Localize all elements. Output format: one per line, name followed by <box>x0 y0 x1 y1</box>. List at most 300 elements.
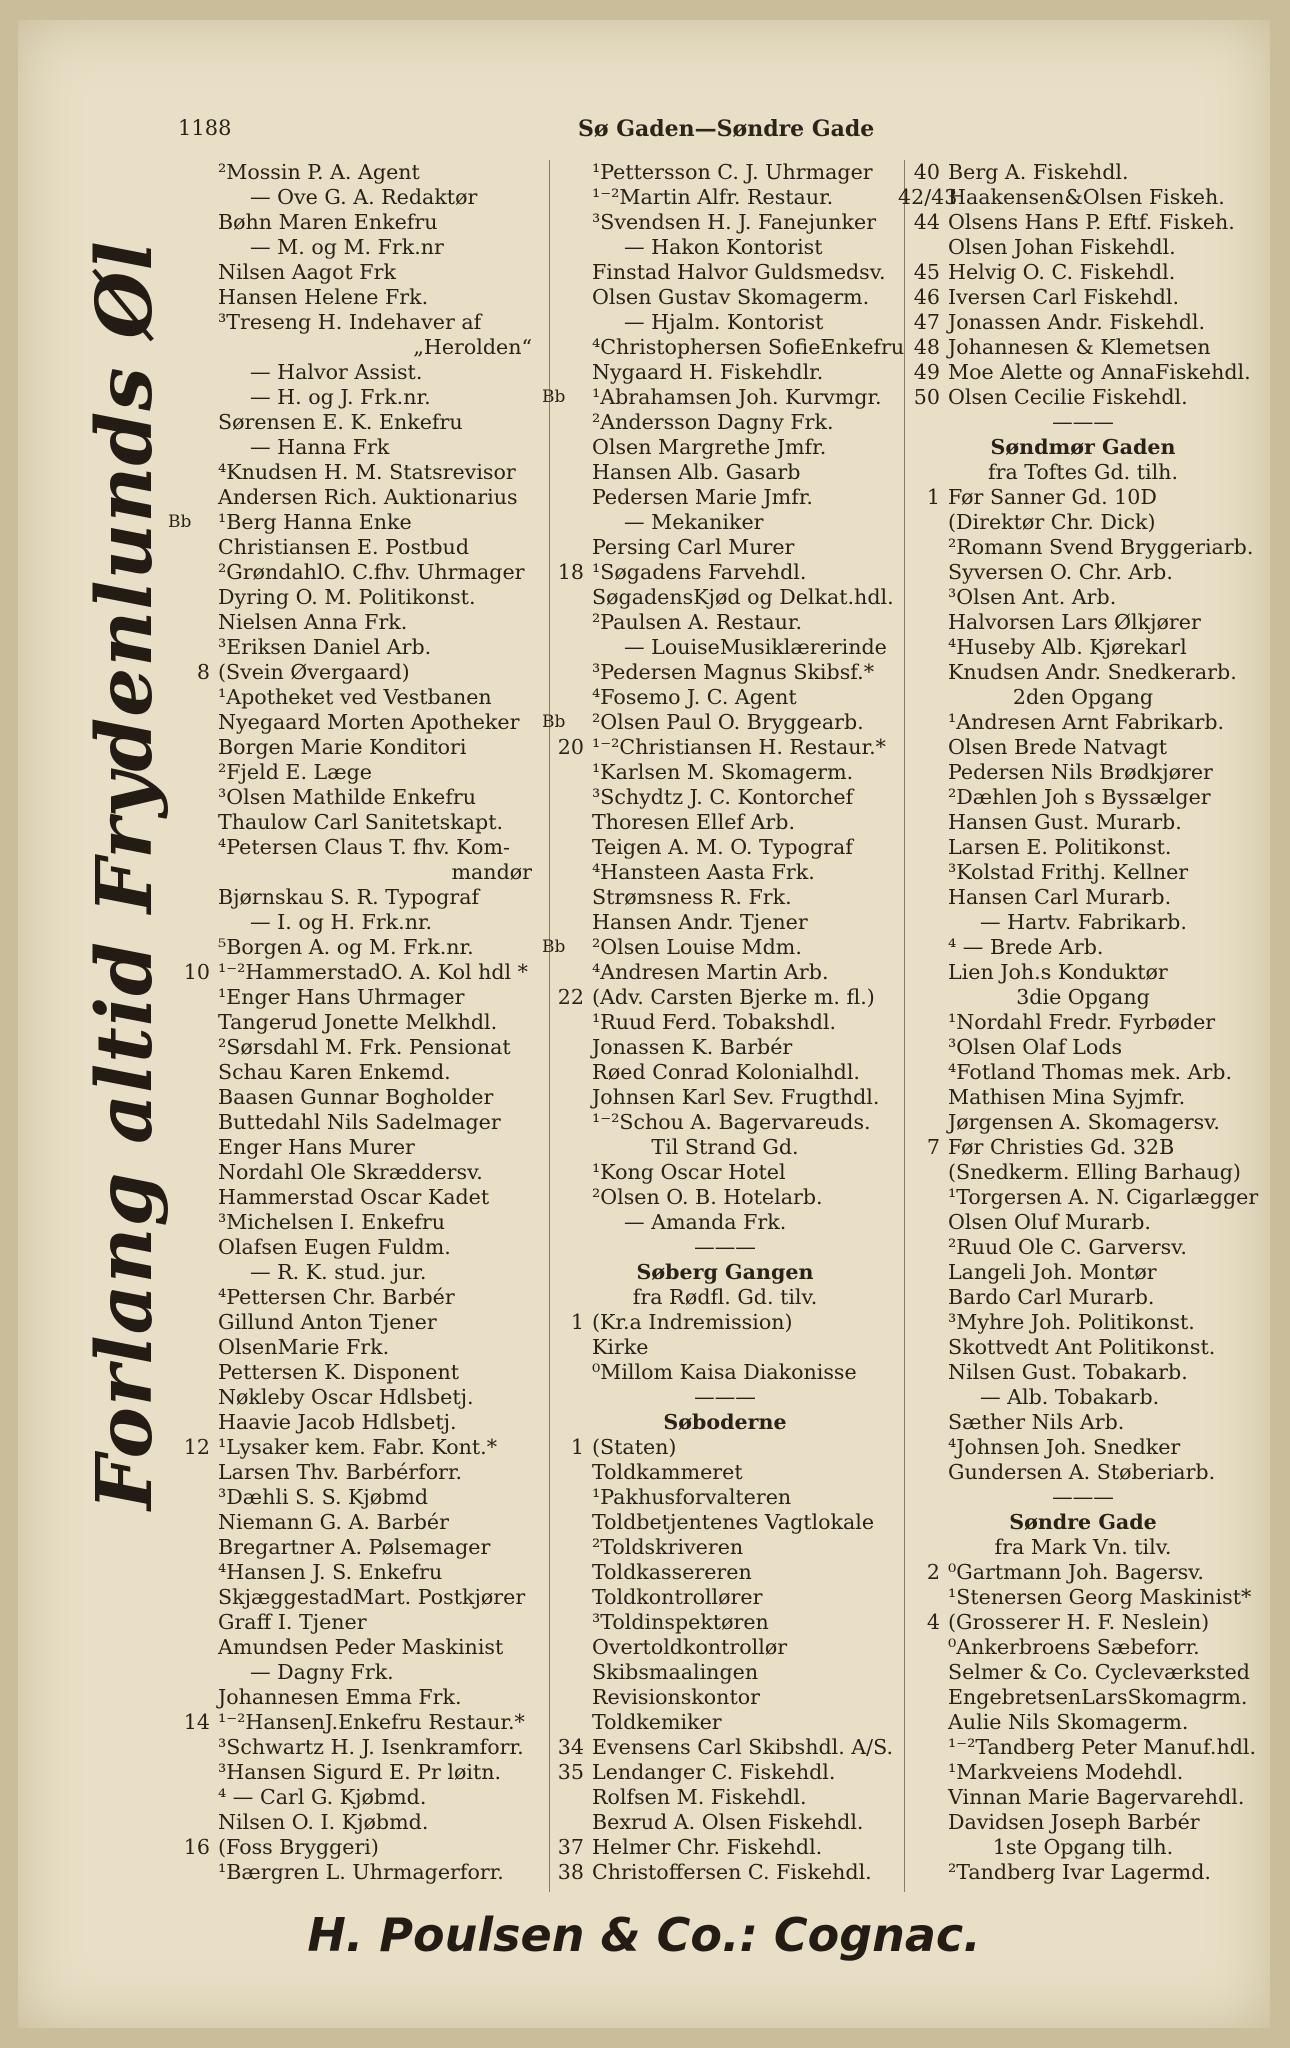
entry-text: „Herolden“ <box>413 335 532 359</box>
entry-text: ⁴Hansen J. S. Enkefru <box>218 1560 443 1584</box>
directory-entry <box>898 1135 1268 1160</box>
directory-entry <box>168 460 540 485</box>
entry-text: — Hjalm. Kontorist <box>624 310 824 334</box>
directory-entry <box>542 1760 908 1785</box>
entry-text: ³Olsen Ant. Arb. <box>948 585 1117 609</box>
directory-entry <box>542 1485 908 1510</box>
directory-entry <box>542 1435 908 1460</box>
directory-entry <box>168 1635 540 1660</box>
directory-page <box>18 20 1270 2028</box>
directory-entry <box>898 960 1268 985</box>
entry-text: Knudsen Andr. Snedkerarb. <box>948 660 1237 684</box>
house-number: 20 <box>557 735 584 759</box>
directory-entry <box>898 1710 1268 1735</box>
directory-entry <box>168 560 540 585</box>
directory-entry <box>168 285 540 310</box>
house-number: 14 <box>183 1710 210 1734</box>
house-number: 12 <box>183 1435 210 1459</box>
entry-text: ²Olsen O. B. Hotelarb. <box>592 1185 823 1209</box>
house-number: 50 <box>913 385 940 409</box>
directory-entry <box>168 1185 540 1210</box>
entry-text: Før Christies Gd. 32B <box>948 1135 1175 1159</box>
entry-text: ¹Karlsen M. Skomagerm. <box>592 760 854 784</box>
house-number: 49 <box>913 360 940 384</box>
directory-entry <box>542 1010 908 1035</box>
directory-entry <box>168 585 540 610</box>
directory-entry <box>898 1310 1268 1335</box>
directory-entry <box>168 1460 540 1485</box>
entry-text: Sørensen E. K. Enkefru <box>218 410 463 434</box>
entry-text: Selmer & Co. Cycleværksted <box>948 1660 1250 1684</box>
entry-text: Toldkammeret <box>592 1460 743 1484</box>
entry-text: ¹Markveiens Modehdl. <box>948 1760 1184 1784</box>
entry-text: (Grosserer H. F. Neslein) <box>948 1610 1210 1634</box>
directory-entry <box>542 1135 908 1160</box>
column-1 <box>168 160 540 1885</box>
directory-entry <box>898 510 1268 535</box>
entry-text: ³Hansen Sigurd E. Pr løitn. <box>218 1760 502 1784</box>
house-number: Bb <box>542 712 566 732</box>
directory-entry <box>898 1085 1268 1110</box>
directory-entry <box>168 1410 540 1435</box>
entry-text: Toldkemiker <box>592 1710 722 1734</box>
directory-entry <box>898 910 1268 935</box>
entry-text: Hansen Carl Murarb. <box>948 885 1172 909</box>
house-number: 34 <box>557 1735 584 1759</box>
directory-entry <box>542 1785 908 1810</box>
entry-text: Helvig O. C. Fiskehdl. <box>948 260 1176 284</box>
entry-text: Olsen Margrethe Jmfr. <box>592 435 827 459</box>
directory-entry <box>898 260 1268 285</box>
directory-entry <box>898 1435 1268 1460</box>
house-number: 16 <box>183 1835 210 1859</box>
entry-text: ¹⁻²HansenJ.Enkefru Restaur.* <box>218 1710 525 1734</box>
entry-text: Baasen Gunnar Bogholder <box>218 1085 494 1109</box>
directory-entry <box>542 835 908 860</box>
house-number: 37 <box>557 1835 584 1859</box>
directory-entry <box>898 1685 1268 1710</box>
directory-entry <box>898 1785 1268 1810</box>
directory-entry <box>898 760 1268 785</box>
entry-text: Pedersen Nils Brødkjører <box>948 760 1213 784</box>
directory-entry <box>542 1085 908 1110</box>
entry-text: Bardo Carl Murarb. <box>948 1285 1155 1309</box>
entry-text: Bregartner A. Pølsemager <box>218 1535 491 1559</box>
entry-text: Moe Alette og AnnaFiskehdl. <box>948 360 1251 384</box>
directory-entry <box>168 1260 540 1285</box>
directory-entry <box>898 1260 1268 1285</box>
directory-entry <box>168 1660 540 1685</box>
directory-entry <box>168 885 540 910</box>
entry-text: ⁴Johnsen Joh. Snedker <box>948 1435 1181 1459</box>
entry-text: ¹Lysaker kem. Fabr. Kont.* <box>218 1435 498 1459</box>
directory-entry <box>542 735 908 760</box>
directory-entry <box>542 960 908 985</box>
directory-entry <box>168 1535 540 1560</box>
directory-entry <box>168 785 540 810</box>
entry-text: Thoresen Ellef Arb. <box>592 810 796 834</box>
directory-entry <box>542 1410 908 1435</box>
entry-text: Søndmør Gaden <box>990 435 1176 459</box>
entry-text: Amundsen Peder Maskinist <box>218 1635 504 1659</box>
directory-entry <box>168 1110 540 1135</box>
directory-entry <box>542 1585 908 1610</box>
directory-entry <box>168 335 540 360</box>
directory-entry <box>898 685 1268 710</box>
entry-text: Strømsness R. Frk. <box>592 885 792 909</box>
directory-entry <box>168 1360 540 1385</box>
directory-entry <box>898 1635 1268 1660</box>
directory-entry <box>542 1460 908 1485</box>
directory-entry <box>542 310 908 335</box>
entry-text: Hammerstad Oscar Kadet <box>218 1185 490 1209</box>
directory-entry <box>168 260 540 285</box>
directory-entry <box>898 610 1268 635</box>
directory-entry <box>898 485 1268 510</box>
directory-entry <box>542 185 908 210</box>
directory-entry <box>168 1835 540 1860</box>
entry-text: fra Toftes Gd. tilh. <box>987 460 1178 484</box>
directory-entry <box>168 510 540 535</box>
entry-text: Kirke <box>592 1335 649 1359</box>
entry-text: Rolfsen M. Fiskehdl. <box>592 1785 807 1809</box>
page-title: Sø Gaden—Søndre Gade <box>578 116 875 142</box>
entry-text: Johannesen & Klemetsen <box>948 335 1211 359</box>
entry-text: Nilsen Aagot Frk <box>218 260 396 284</box>
entry-text: ¹Torgersen A. N. Cigarlægger <box>948 1185 1259 1209</box>
house-number: 4 <box>926 1610 940 1634</box>
house-number: 1 <box>570 1310 584 1334</box>
entry-text: ⁴Fosemo J. C. Agent <box>592 685 797 709</box>
directory-entry <box>168 910 540 935</box>
directory-entry <box>168 710 540 735</box>
directory-entry <box>168 1435 540 1460</box>
entry-text: ¹Enger Hans Uhrmager <box>218 985 465 1009</box>
directory-entry <box>898 735 1268 760</box>
directory-entry <box>542 1835 908 1860</box>
directory-entry <box>168 1210 540 1235</box>
directory-entry <box>168 485 540 510</box>
directory-entry <box>898 710 1268 735</box>
entry-text: Nyegaard Morten Apotheker <box>218 710 520 734</box>
directory-entry <box>542 1185 908 1210</box>
entry-text: ²Sørsdahl M. Frk. Pensionat <box>218 1035 511 1059</box>
directory-entry <box>542 535 908 560</box>
directory-entry <box>168 1485 540 1510</box>
entry-text: ²Ruud Ole C. Garversv. <box>948 1235 1187 1259</box>
entry-text: ²Dæhlen Joh s Byssælger <box>948 785 1211 809</box>
entry-text: 2den Opgang <box>1012 685 1154 709</box>
directory-entry <box>542 510 908 535</box>
house-number: 45 <box>913 260 940 284</box>
directory-entry <box>542 935 908 960</box>
entry-text: Haavie Jacob Hdlsbetj. <box>218 1410 457 1434</box>
directory-entry <box>898 785 1268 810</box>
footer-advertisement: H. Poulsen & Co.: Cognac. <box>307 1908 981 1962</box>
directory-entry <box>168 1585 540 1610</box>
entry-text: Skibsmaalingen <box>592 1660 759 1684</box>
directory-entry <box>168 1810 540 1835</box>
directory-entry <box>898 1285 1268 1310</box>
directory-entry <box>898 160 1268 185</box>
directory-entry <box>542 910 908 935</box>
entry-text: Buttedahl Nils Sadelmager <box>218 1110 501 1134</box>
directory-entry <box>168 835 540 860</box>
directory-entry <box>168 1560 540 1585</box>
directory-entry <box>542 1735 908 1760</box>
entry-text: Gillund Anton Tjener <box>218 1310 437 1334</box>
directory-entry <box>542 1385 908 1410</box>
directory-entry <box>898 810 1268 835</box>
house-number: 38 <box>557 1860 584 1884</box>
directory-entry <box>168 1010 540 1035</box>
directory-entry <box>168 1385 540 1410</box>
directory-entry <box>542 335 908 360</box>
directory-entry <box>542 885 908 910</box>
entry-text: ³Eriksen Daniel Arb. <box>218 635 432 659</box>
entry-text: ²Toldskriveren <box>592 1535 744 1559</box>
entry-text: Niemann G. A. Barbér <box>218 1510 449 1534</box>
entry-text: Hansen Andr. Tjener <box>592 910 808 934</box>
directory-entry <box>542 1560 908 1585</box>
directory-entry <box>898 1460 1268 1485</box>
house-number: 47 <box>913 310 940 334</box>
house-number: 1 <box>570 1435 584 1459</box>
entry-text: OlsenMarie Frk. <box>218 1335 390 1359</box>
entry-text: ³Schydtz J. C. Kontorchef <box>592 785 854 809</box>
directory-entry <box>898 1385 1268 1410</box>
directory-entry <box>542 1335 908 1360</box>
entry-text: Før Sanner Gd. 10D <box>948 485 1157 509</box>
directory-entry <box>542 1685 908 1710</box>
entry-text: Olsen Cecilie Fiskehdl. <box>948 385 1188 409</box>
directory-entry <box>542 560 908 585</box>
entry-text: — Alb. Tobakarb. <box>980 1385 1160 1409</box>
entry-text: Evensens Carl Skibshdl. A/S. <box>592 1735 894 1759</box>
entry-text: ——— <box>694 1385 756 1409</box>
entry-text: ⁰Millom Kaisa Diakonisse <box>592 1360 857 1384</box>
directory-entry <box>542 1535 908 1560</box>
directory-entry <box>542 610 908 635</box>
directory-entry <box>542 410 908 435</box>
directory-entry <box>898 435 1268 460</box>
entry-text: Olsens Hans P. Eftf. Fiskeh. <box>948 210 1235 234</box>
entry-text: Nilsen O. I. Kjøbmd. <box>218 1810 429 1834</box>
directory-entry <box>542 1510 908 1535</box>
entry-text: Nøkleby Oscar Hdlsbetj. <box>218 1385 474 1409</box>
directory-entry <box>898 1410 1268 1435</box>
entry-text: Jonassen Andr. Fiskehdl. <box>948 310 1206 334</box>
entry-text: Syversen O. Chr. Arb. <box>948 560 1173 584</box>
entry-text: Langeli Joh. Montør <box>948 1260 1157 1284</box>
entry-text: ⁴Andresen Martin Arb. <box>592 960 829 984</box>
directory-entry <box>542 385 908 410</box>
directory-entry <box>542 1285 908 1310</box>
entry-text: Christiansen E. Postbud <box>218 535 470 559</box>
entry-text: ¹Berg Hanna Enke <box>218 510 412 534</box>
entry-text: Thaulow Carl Sanitetskapt. <box>218 810 504 834</box>
directory-entry <box>168 1085 540 1110</box>
entry-text: Borgen Marie Konditori <box>218 735 467 759</box>
directory-entry <box>898 1035 1268 1060</box>
entry-text: (Kr.a Indremission) <box>592 1310 793 1334</box>
entry-text: ²GrøndahlO. C.fhv. Uhrmager <box>218 560 525 584</box>
entry-text: ——— <box>694 1235 756 1259</box>
entry-text: Nygaard H. Fiskehdlr. <box>592 360 824 384</box>
entry-text: ²Mossin P. A. Agent <box>218 160 420 184</box>
directory-entry <box>168 860 540 885</box>
entry-text: ³Treseng H. Indehaver af <box>218 310 482 334</box>
directory-entry <box>168 1135 540 1160</box>
directory-entry <box>168 1610 540 1635</box>
directory-entry <box>542 1660 908 1685</box>
entry-text: Toldkontrollører <box>592 1585 763 1609</box>
directory-entry <box>168 935 540 960</box>
directory-entry <box>168 1685 540 1710</box>
entry-text: ⁴Christophersen SofieEnkefru <box>592 335 905 359</box>
directory-entry <box>168 1735 540 1760</box>
entry-text: fra Mark Vn. tilv. <box>994 1535 1172 1559</box>
directory-entry <box>542 785 908 810</box>
directory-entry <box>168 435 540 460</box>
entry-text: Nielsen Anna Frk. <box>218 610 408 634</box>
directory-entry <box>898 635 1268 660</box>
entry-text: Jonassen K. Barbér <box>592 1035 793 1059</box>
entry-text: ²Olsen Louise Mdm. <box>592 935 802 959</box>
directory-entry <box>168 810 540 835</box>
directory-entry <box>168 310 540 335</box>
entry-text: ⁴Fotland Thomas mek. Arb. <box>948 1060 1232 1084</box>
directory-entry <box>898 1735 1268 1760</box>
entry-text: ——— <box>1052 1485 1114 1509</box>
directory-entry <box>898 1835 1268 1860</box>
directory-entry <box>542 285 908 310</box>
entry-text: — R. K. stud. jur. <box>250 1260 427 1284</box>
directory-entry <box>542 1860 908 1885</box>
entry-text: Søboderne <box>663 1410 787 1434</box>
directory-entry <box>898 335 1268 360</box>
entry-text: ¹⁻²HammerstadO. A. Kol hdl * <box>218 960 528 984</box>
directory-entry <box>542 160 908 185</box>
entry-text: Enger Hans Murer <box>218 1135 415 1159</box>
directory-entry <box>898 210 1268 235</box>
entry-text: Olafsen Eugen Fuldm. <box>218 1235 451 1259</box>
directory-entry <box>898 560 1268 585</box>
directory-entry <box>898 860 1268 885</box>
entry-text: Christoffersen C. Fiskehdl. <box>592 1860 872 1884</box>
entry-text: — Dagny Frk. <box>250 1660 394 1684</box>
entry-text: Iversen Carl Fiskehdl. <box>948 285 1180 309</box>
directory-entry <box>542 860 908 885</box>
directory-entry <box>168 1160 540 1185</box>
entry-text: Hansen Alb. Gasarb <box>592 460 801 484</box>
entry-text: ⁰Ankerbroens Sæbeforr. <box>948 1635 1200 1659</box>
entry-text: Dyring O. M. Politikonst. <box>218 585 476 609</box>
house-number: 48 <box>913 335 940 359</box>
entry-text: Olsen Johan Fiskehdl. <box>948 235 1176 259</box>
directory-entry <box>898 1235 1268 1260</box>
entry-text: ²Fjeld E. Læge <box>218 760 372 784</box>
entry-text: ³Olsen Olaf Lods <box>948 1035 1123 1059</box>
directory-entry <box>898 1585 1268 1610</box>
directory-entry <box>542 460 908 485</box>
directory-entry <box>542 710 908 735</box>
entry-text: Mathisen Mina Syjmfr. <box>948 1085 1186 1109</box>
entry-text: ⁴ — Brede Arb. <box>948 935 1104 959</box>
directory-entry <box>898 535 1268 560</box>
directory-entry <box>898 1160 1268 1185</box>
entry-text: Hansen Gust. Murarb. <box>948 810 1182 834</box>
directory-entry <box>542 685 908 710</box>
entry-text: ¹Andresen Arnt Fabrikarb. <box>948 710 1225 734</box>
directory-entry <box>542 1360 908 1385</box>
directory-entry <box>168 1310 540 1335</box>
entry-text: ³Svendsen H. J. Fanejunker <box>592 210 877 234</box>
directory-entry <box>898 1535 1268 1560</box>
entry-text: ¹Nordahl Fredr. Fyrbøder <box>948 1010 1216 1034</box>
entry-text: Røed Conrad Kolonialhdl. <box>592 1060 860 1084</box>
house-number: Bb <box>168 512 192 532</box>
directory-entry <box>898 1560 1268 1585</box>
entry-text: Olsen Brede Natvagt <box>948 735 1168 759</box>
directory-entry <box>542 635 908 660</box>
entry-text: Til Strand Gd. <box>651 1135 799 1159</box>
house-number: 7 <box>926 1135 940 1159</box>
directory-entry <box>898 835 1268 860</box>
entry-text: Andersen Rich. Auktionarius <box>218 485 518 509</box>
entry-text: Davidsen Joseph Barbér <box>948 1810 1200 1834</box>
entry-text: Hansen Helene Frk. <box>218 285 429 309</box>
entry-text: — LouiseMusiklærerinde <box>624 635 887 659</box>
directory-entry <box>898 1510 1268 1535</box>
entry-text: Haakensen&Olsen Fiskeh. <box>948 185 1225 209</box>
directory-entry <box>168 160 540 185</box>
house-number: 8 <box>196 660 210 684</box>
directory-entry <box>898 235 1268 260</box>
directory-entry <box>542 1210 908 1235</box>
entry-text: Helmer Chr. Fiskehdl. <box>592 1835 823 1859</box>
directory-entry <box>542 985 908 1010</box>
directory-entry <box>898 1335 1268 1360</box>
house-number: 44 <box>913 210 940 234</box>
house-number: 40 <box>913 160 940 184</box>
directory-entry <box>898 1060 1268 1085</box>
entry-text: Tangerud Jonette Melkhdl. <box>218 1010 498 1034</box>
entry-text: (Snedkerm. Elling Barhaug) <box>948 1160 1241 1184</box>
directory-entry <box>898 885 1268 910</box>
directory-entry <box>898 585 1268 610</box>
entry-text: (Direktør Chr. Dick) <box>948 510 1156 534</box>
entry-text: ²Tandberg Ivar Lagermd. <box>948 1860 1211 1884</box>
entry-text: Halvorsen Lars Ølkjører <box>948 610 1201 634</box>
directory-entry <box>898 1810 1268 1835</box>
entry-text: ²Olsen Paul O. Bryggearb. <box>592 710 864 734</box>
entry-text: Bexrud A. Olsen Fiskehdl. <box>592 1810 864 1834</box>
entry-text: 1ste Opgang tilh. <box>992 1835 1174 1859</box>
entry-text: ¹Pakhusforvalteren <box>592 1485 792 1509</box>
entry-text: ⁵Borgen A. og M. Frk.nr. <box>218 935 474 959</box>
entry-text: ³Schwartz H. J. Isenkramforr. <box>218 1735 524 1759</box>
house-number: 18 <box>557 560 584 584</box>
entry-text: ¹⁻²Schou A. Bagervareuds. <box>592 1110 871 1134</box>
directory-entry <box>898 1760 1268 1785</box>
entry-text: ³Myhre Joh. Politikonst. <box>948 1310 1195 1334</box>
entry-text: Larsen Thv. Barbérforr. <box>218 1460 463 1484</box>
entry-text: Lien Joh.s Konduktør <box>948 960 1168 984</box>
directory-entry <box>168 985 540 1010</box>
entry-text: ³Michelsen I. Enkefru <box>218 1210 445 1234</box>
entry-text: Persing Carl Murer <box>592 535 795 559</box>
